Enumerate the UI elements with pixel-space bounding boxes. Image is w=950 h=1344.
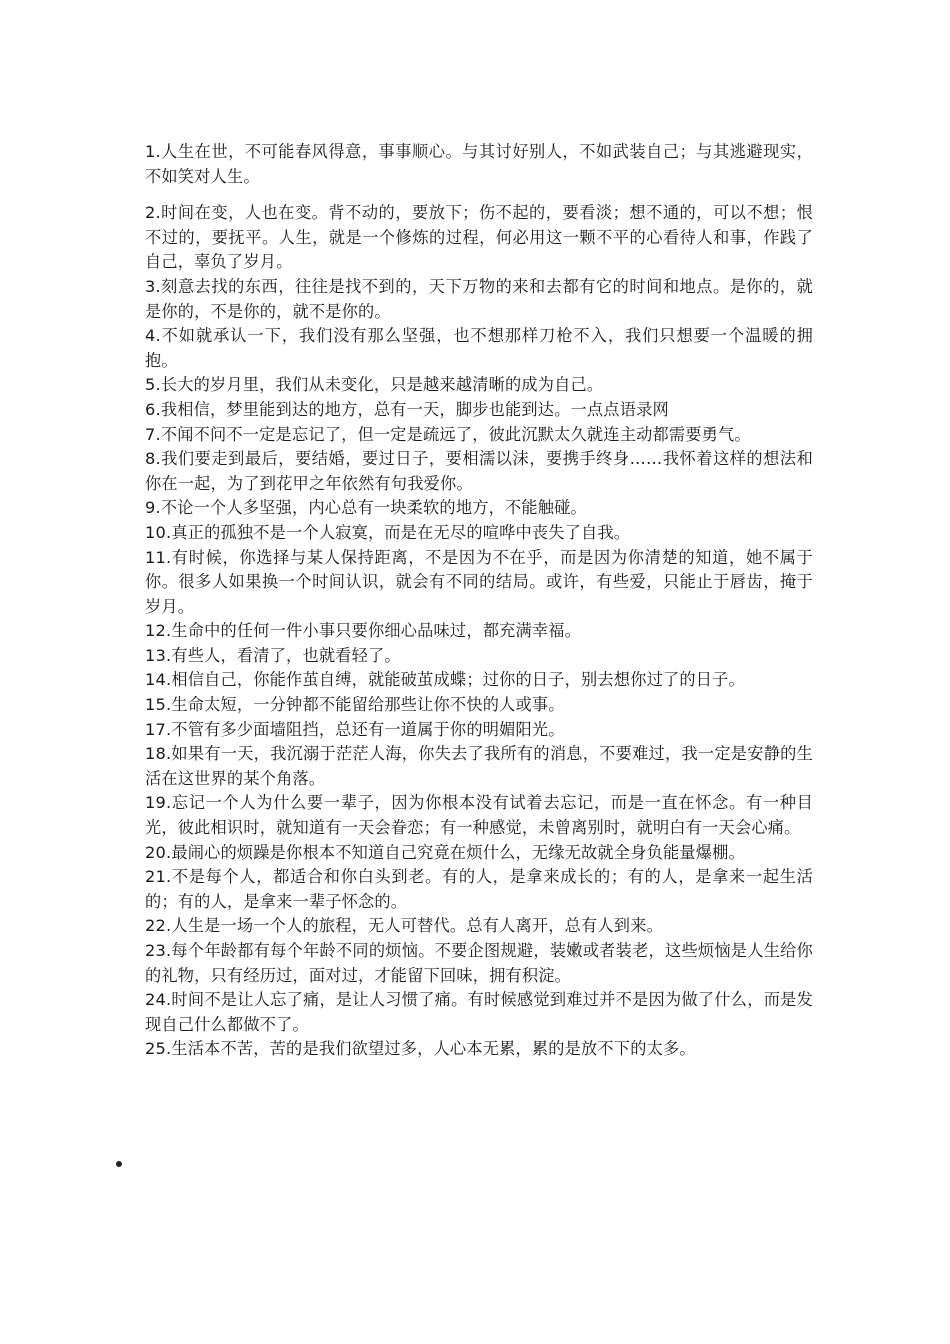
quote-entry-10: 10.真正的孤独不是一个人寂寞，而是在无尽的喧哗中丧失了自我。 bbox=[145, 522, 631, 542]
quote-entry-18: 18.如果有一天，我沉溺于茫茫人海，你失去了我所有的消息，不要难过，我一定是安静的生活在这世界的某个角落。 bbox=[145, 744, 813, 788]
quote-entry-24: 24.时间不是让人忘了痛，是让人习惯了痛。有时候感觉到难过并不是因为做了什么，而是发现自己什么都做不了。 bbox=[145, 990, 813, 1034]
quote-entry-19: 19.忘记一个人为什么要一辈子，因为你根本没有试着去忘记，而是一直在怀念。有一种目光，彼此相识时，就知道有一天会眷恋；有一种感觉，未曾离别时，就明白有一天会心痛。 bbox=[145, 793, 813, 838]
quote-entry-14: 14.相信自己，你能作茧自缚，就能破茧成蝶；过你的日子，别去想你过了的日子。 bbox=[145, 670, 745, 690]
quote-entry-22: 22.人生是一场一个人的旅程，无人可替代。总有人离开，总有人到来。 bbox=[145, 916, 663, 936]
quote-entry-20: 20.最闹心的烦躁是你根本不知道自己究竟在烦什么，无缘无故就全身负能量爆棚。 bbox=[145, 842, 745, 862]
quote-entry-17: 17.不管有多少面墙阻挡，总还有一道属于你的明媚阳光。 bbox=[145, 719, 565, 739]
quote-entry-11: 11.有时候，你选择与某人保持距离，不是因为不在乎，而是因为你清楚的知道，她不属于你。很多人如果换一个时间认识，就会有不同的结局。或许，有些爱，只能止于唇齿，掩于岁月。 bbox=[145, 547, 813, 616]
quote-entry-13: 13.有些人，看清了，也就看轻了。 bbox=[145, 645, 401, 665]
quote-entry-21: 21.不是每个人，都适合和你白头到老。有的人，是拿来成长的；有的人，是拿来一起生活的；有的人，是拿来一辈子怀念的。 bbox=[145, 867, 813, 911]
bullet-icon bbox=[116, 1161, 122, 1167]
quote-entry-2: 2.时间在变，人也在变。背不动的，要放下；伤不起的，要看淡；想不通的，可以不想；恨不过的，要抚平。人生，就是一个修炼的过程，何必用这一颗不平的心看待人和事，作践了自己，辜负了岁月。 bbox=[145, 203, 813, 272]
quote-entry-23: 23.每个年龄都有每个年龄不同的烦恼。不要企图规避，装嫩或者装老，这些烦恼是人生给你的礼物，只有经历过，面对过，才能留下回味，拥有积淀。 bbox=[145, 941, 813, 985]
quote-entry-12: 12.生命中的任何一件小事只要你细心品味过，都充满幸福。 bbox=[145, 621, 582, 641]
quote-entry-7: 7.不闻不问不一定是忘记了，但一定是疏远了，彼此沉默太久就连主动都需要勇气。 bbox=[145, 424, 751, 444]
quote-entry-1: 1.人生在世，不可能春风得意，事事顺心。与其讨好别人，不如武装自己；与其逃避现实，不如笑对人生。 bbox=[145, 142, 813, 186]
quote-entry-15: 15.生命太短，一分钟都不能留给那些让你不快的人或事。 bbox=[145, 695, 565, 715]
quote-entry-3: 3.刻意去找的东西，往往是找不到的，天下万物的来和去都有它的时间和地点。是你的，就是你的，不是你的，就不是你的。 bbox=[145, 276, 813, 321]
quote-entry-9: 9.不论一个人多坚强，内心总有一块柔软的地方，不能触碰。 bbox=[145, 498, 587, 518]
quote-entry-8: 8.我们要走到最后，要结婚，要过日子，要相濡以沫，要携手终身……我怀着这样的想法和你在一起，为了到花甲之年依然有句我爱你。 bbox=[145, 449, 813, 493]
quote-list bbox=[145, 140, 813, 1062]
quote-entry-4: 4.不如就承认一下，我们没有那么坚强，也不想那样刀枪不入，我们只想要一个温暖的拥抱。 bbox=[145, 326, 813, 370]
quote-entry-5: 5.长大的岁月里，我们从未变化，只是越来越清晰的成为自己。 bbox=[145, 375, 604, 395]
quote-entry-6: 6.我相信，梦里能到达的地方，总有一天，脚步也能到达。一点点语录网 bbox=[145, 399, 669, 419]
quote-entry-25: 25.生活本不苦，苦的是我们欲望过多，人心本无累，累的是放不下的太多。 bbox=[145, 1039, 696, 1059]
